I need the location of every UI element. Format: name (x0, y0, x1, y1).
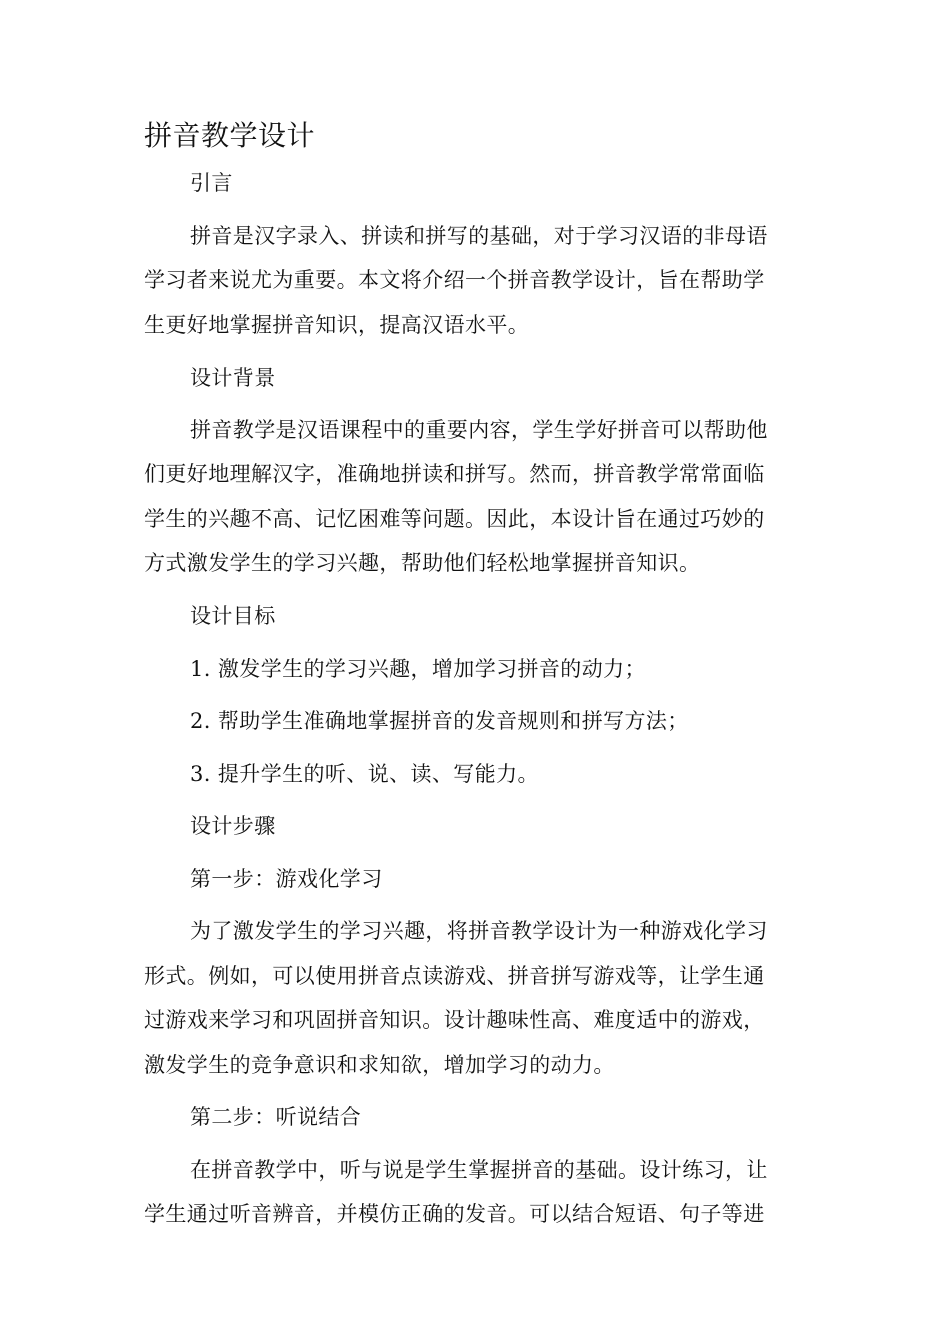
paragraph-line: 为了激发学生的学习兴趣，将拼音教学设计为一种游戏化学习 (190, 919, 768, 943)
section-heading-goals: 设计目标 (190, 604, 276, 628)
subsection-heading-step1: 第一步：游戏化学习 (190, 867, 383, 891)
subsection-heading-step2: 第二步：听说结合 (190, 1105, 362, 1129)
paragraph-line: 拼音教学是汉语课程中的重要内容，学生学好拼音可以帮助他 (190, 418, 768, 442)
paragraph-line: 方式激发学生的学习兴趣，帮助他们轻松地掌握拼音知识。 (144, 551, 701, 575)
paragraph-line: 激发学生的竞争意识和求知欲，增加学习的动力。 (144, 1053, 615, 1077)
document-title: 拼音教学设计 (144, 119, 316, 152)
section-heading-intro: 引言 (190, 171, 233, 195)
section-heading-steps: 设计步骤 (190, 814, 276, 838)
paragraph-line: 学习者来说尤为重要。本文将介绍一个拼音教学设计，旨在帮助学 (144, 268, 765, 292)
paragraph-line: 在拼音教学中，听与说是学生掌握拼音的基础。设计练习，让 (190, 1158, 768, 1182)
paragraph-line: 生更好地掌握拼音知识，提高汉语水平。 (144, 313, 530, 337)
list-item: 3. 提升学生的听、说、读、写能力。 (190, 762, 539, 786)
paragraph-line: 形式。例如，可以使用拼音点读游戏、拼音拼写游戏等，让学生通 (144, 964, 765, 988)
paragraph-line: 拼音是汉字录入、拼读和拼写的基础，对于学习汉语的非母语 (190, 224, 768, 248)
list-item: 2. 帮助学生准确地掌握拼音的发音规则和拼写方法； (190, 709, 689, 733)
paragraph-line: 们更好地理解汉字，准确地拼读和拼写。然而，拼音教学常常面临 (144, 462, 765, 486)
list-item: 1. 激发学生的学习兴趣，增加学习拼音的动力； (190, 657, 646, 681)
paragraph-line: 学生通过听音辨音，并模仿正确的发音。可以结合短语、句子等进 (144, 1202, 765, 1226)
paragraph-line: 过游戏来学习和巩固拼音知识。设计趣味性高、难度适中的游戏， (144, 1008, 765, 1032)
section-heading-background: 设计背景 (190, 366, 276, 390)
paragraph-line: 学生的兴趣不高、记忆困难等问题。因此，本设计旨在通过巧妙的 (144, 507, 765, 531)
